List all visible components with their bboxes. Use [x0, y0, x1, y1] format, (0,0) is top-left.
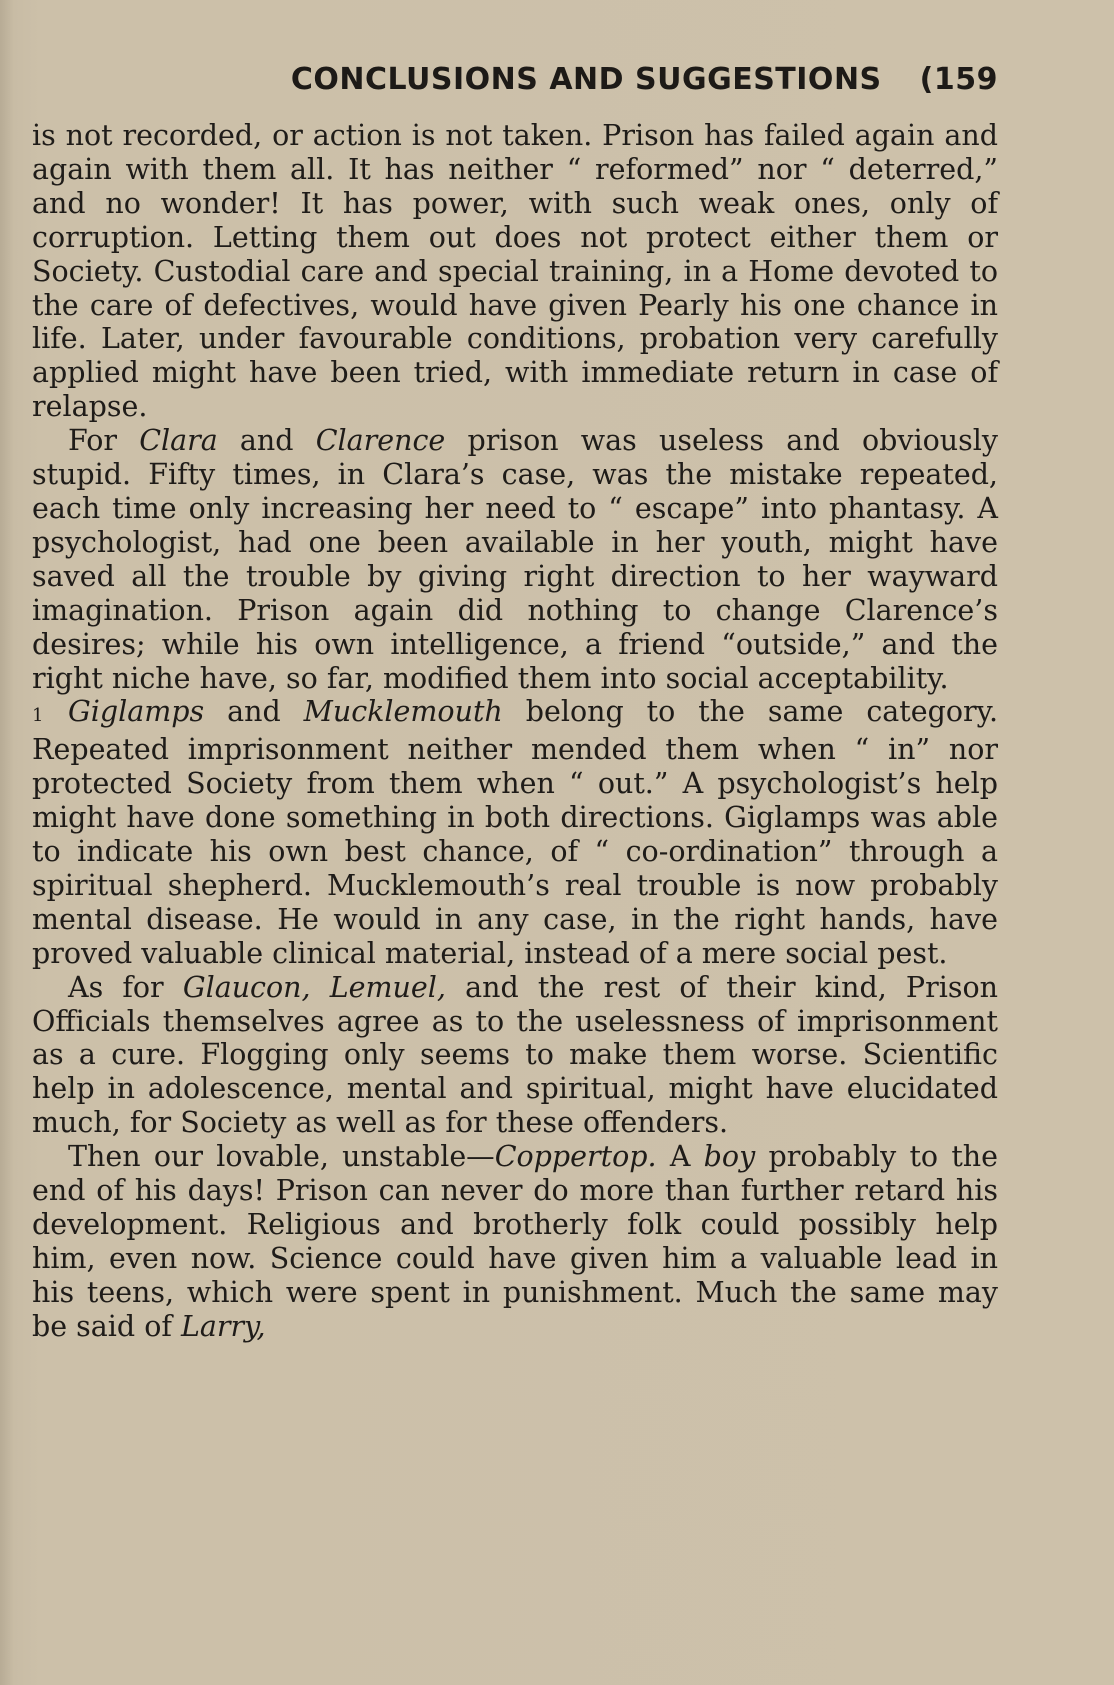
italic-name: Larry, — [180, 1309, 266, 1343]
text-run: A — [656, 1140, 704, 1174]
text-run: is not recorded, or action is not taken. Prison has failed again and again with them all. It has neither “ reformed” nor “ deterred,” and no wonder! It has power, with such weak ones, only of corruption. Letting them out does not protect either them or Society. Custodial care and special training, in a Home devoted to the care of defectives, would have given Pearly his one chance in life. Later, under favourable conditions, probation very carefully applied might have been tried, with immediate return in case of relapse. — [32, 119, 998, 424]
italic-name: Clara — [139, 424, 218, 458]
text-run: and the rest of their kind, Prison Officials themselves agree as to the uselessness of imprisonment as a cure. Flogging only seems to make them worse. Scientific help in adolescence, mental and spiritual, might have elucidated much, for Society as well as for these offenders. — [32, 970, 998, 1140]
italic-name: Giglamps — [68, 695, 205, 729]
paragraph — [32, 971, 998, 1141]
italic-name: Glaucon, Lemuel, — [182, 970, 446, 1004]
text-run: and — [217, 424, 316, 458]
text-run: prison was useless and obviously stupid. Fifty times, in Clara’s case, was the mistake repeated, each time only increasing her need to “ escape” into phantasy. A psychologist, had one been available in her youth, might have saved all the trouble by giving right direction to her wayward imagination. Prison again did nothing to change Clarence’s desires; while his own intelligence, a friend “outside,” and the right niche have, so far, modified them into social acceptability. — [32, 424, 998, 695]
text-run: probably to the end of his days! Prison can never do more than further retard his development. Religious and brotherly folk could possibly help him, even now. Science could have given him a valuable lead in his teens, which were spent in punishment. Much the same may be said of — [32, 1140, 998, 1343]
italic-name: Mucklemouth — [303, 695, 503, 729]
text-run: As for — [68, 970, 183, 1004]
margin-mark: 1 — [32, 705, 44, 727]
text-run: and — [204, 695, 304, 729]
paragraph — [32, 1140, 998, 1343]
text-run: belong to the same category. Repeated imprisonment neither mended them when “ in” nor protected Society from them when “ out.” A psychologist’s help might have done something in both directions. Giglamps was able to indicate his own best chance, of “ co-ordination” through a spiritual shepherd. Mucklemouth’s real trouble is now probably mental disease. He would in any case, in the right hands, have proved valuable clinical material, instead of a mere social pest. — [32, 695, 998, 970]
page-number: (159 — [919, 62, 998, 97]
running-header — [291, 62, 998, 97]
body-text — [32, 119, 998, 1344]
italic-name: Clarence — [315, 424, 446, 458]
paragraph — [32, 695, 998, 970]
chapter-title: CONCLUSIONS AND SUGGESTIONS — [290, 62, 882, 97]
text-run: Then our lovable, unstable— — [68, 1140, 495, 1174]
text-run: For — [68, 424, 140, 458]
paragraph — [32, 424, 998, 695]
italic-name: Coppertop. — [494, 1140, 657, 1174]
paragraph — [32, 119, 998, 424]
italic-name: boy — [703, 1140, 756, 1174]
